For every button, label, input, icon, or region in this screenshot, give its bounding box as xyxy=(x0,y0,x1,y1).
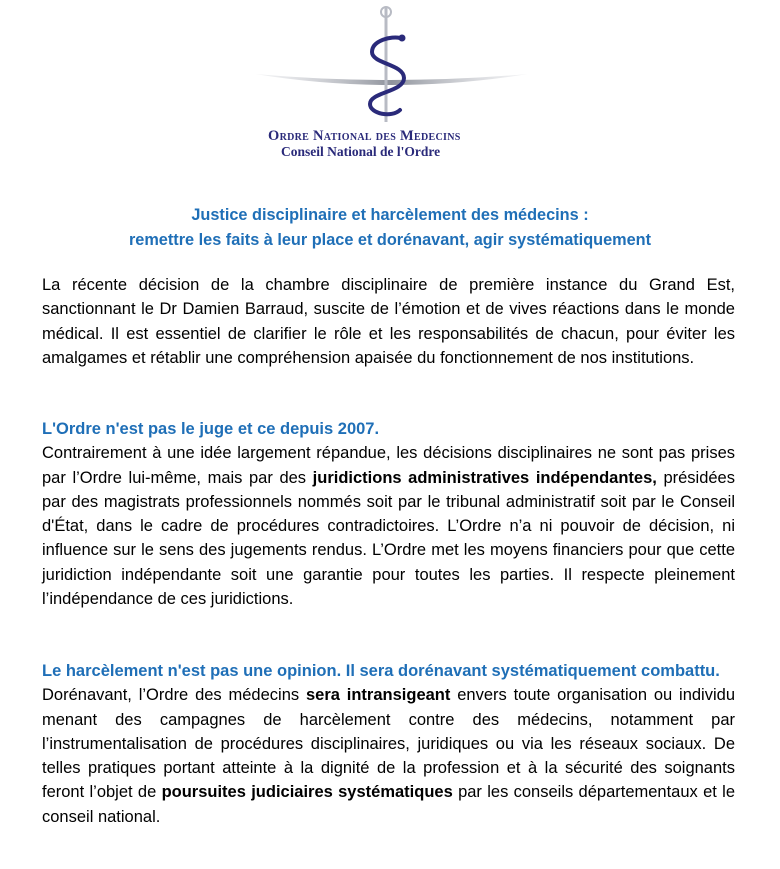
paragraph-text: Dorénavant, l’Ordre des médecins xyxy=(42,686,306,705)
logo-line-1: Ordre National des Medecins xyxy=(268,128,461,144)
section-heading: L'Ordre n'est pas le juge et ce depuis 2007. xyxy=(42,420,380,438)
title-line-1: Justice disciplinaire et harcèlement des médecins : xyxy=(191,206,589,224)
logo-line-2: Conseil National de l'Ordre xyxy=(281,144,441,159)
section-ordre-not-judge xyxy=(42,417,735,611)
section-harassment xyxy=(42,659,735,829)
document-title xyxy=(40,203,740,253)
ordre-logo xyxy=(0,0,780,170)
paragraph-text: présidées par des magistrats professionnels nommés soit par le tribunal administratif soit par le Conseil d'État, dans le cadre de procédures contradictoires. L’Ordre n’a ni pouvoir de décision, ni influence sur le sens des jugements rendus. L’Ordre met les moyens financiers pour que cette juridiction indépendante soit une garantie pour toutes les parties. Il respecte pleinement l’indépendance de ces juridictions. xyxy=(42,468,735,609)
section-paragraph xyxy=(42,441,735,611)
intro-paragraph: La récente décision de la chambre disciplinaire de première instance du Grand Est, sanctionnant le Dr Damien Barraud, suscite de l’émotion et de vives réactions dans le monde médical. Il est essentiel de clarifier le rôle et les responsabilités de chacun, pour éviter les amalgames et rétablir une compréhension apaisée du fonctionnement de nos institutions. xyxy=(42,276,735,367)
section-paragraph xyxy=(42,683,735,829)
paragraph-text: envers toute organisation ou individu menant des campagnes de harcèlement contre des médecins, notamment par l’instrumentalisation de procédures disciplinaires, juridiques ou via les réseaux sociaux. De telles pratiques portant atteinte à la dignité de la profession et à la sécurité des soignants feront l’objet de xyxy=(42,686,735,802)
section-heading: Le harcèlement n'est pas une opinion. Il sera dorénavant systématiquement combattu. xyxy=(42,662,720,680)
emphasis-text: sera intransigeant xyxy=(305,686,451,705)
paragraph-text: par les conseils départementaux et le conseil national. xyxy=(42,783,735,826)
paragraph-text: Contrairement à une idée largement répandue, les décisions disciplinaires ne sont pas prises par l’Ordre lui-même, mais par des xyxy=(42,444,735,487)
title-line-2: remettre les faits à leur place et dorénavant, agir systématiquement xyxy=(128,231,652,249)
emphasis-text: juridictions administratives indépendantes, xyxy=(312,468,657,487)
emphasis-text: poursuites judiciaires systématiques xyxy=(161,783,453,802)
